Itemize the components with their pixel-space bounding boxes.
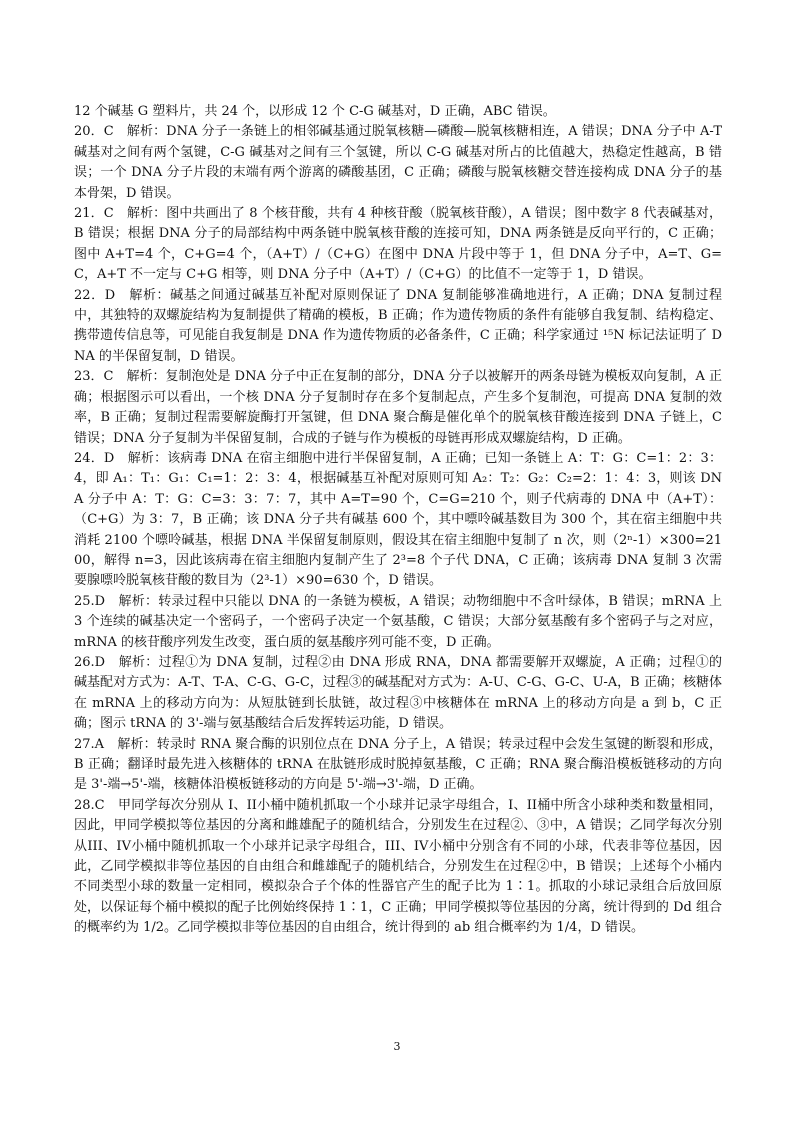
answer-22: 22．D 解析：碱基之间通过碱基互补配对原则保证了 DNA 复制能够准确地进行，A 正确；DNA 复制过程中，其独特的双螺旋结构为复制提供了精确的模板，B 正确；作为遗传物质的条件有能够自我复制、结构稳定、携带遗传信息等，可见能自我复制是 DNA 作为遗传物质的必备条件，C 正确；科学家通过 ¹⁵N 标记法证明了 DNA 的半保留复制，D 错误。 (74, 287, 722, 364)
answer-20: 20．C 解析：DNA 分子一条链上的相邻碱基通过脱氧核糖—磷酸—脱氧核糖相连，A 错误；DNA 分子中 A-T 碱基对之间有两个氢键，C-G 碱基对之间有三个氢键，所以 C-G 碱基对所占的比值越大，热稳定性越高，B 错误；一个 DNA 分子片段的末端有两个游离的磷酸基团，C 正确；磷酸与脱氧核糖交替连接构成 DNA 分子的基本骨架，D 错误。 (74, 124, 722, 201)
answer-25: 25.D 解析：转录过程中只能以 DNA 的一条链为模板，A 错误；动物细胞中不含叶绿体，B 错误；mRNA 上 3 个连续的碱基决定一个密码子，一个密码子决定一个氨基酸，C 错误；大部分氨基酸有多个密码子与之对应，mRNA 的核苷酸序列发生改变，蛋白质的氨基酸序列可能不变，D 正确。 (74, 593, 722, 650)
answer-26: 26.D 解析：过程①为 DNA 复制，过程②由 DNA 形成 RNA，DNA 都需要解开双螺旋，A 正确；过程①的碱基配对方式为：A-T、T-A、C-G、G-C，过程③的碱基配对方式为：A-U、C-G、G-C、U-A，B 正确；核糖体在 mRNA 上的移动方向为：从短肽链到长肽链，故过程③中核糖体在 mRNA 上的移动方向是 a 到 b，C 正确；图示 tRNA 的 3'-端与氨基酸结合后发挥转运功能，D 错误。 (74, 654, 722, 732)
answer-text-body (74, 102, 722, 939)
answer-23: 23．C 解析：复制泡处是 DNA 分子中正在复制的部分，DNA 分子以被解开的两条母链为模板双向复制，A 正确；根据图示可以看出，一个核 DNA 分子复制时存在多个复制起点，产生多个复制泡，可提高 DNA 复制的效率，B 正确；复制过程需要解旋酶打开氢键，但 DNA 聚合酶是催化单个的脱氧核苷酸连接到 DNA 子链上，C 错误；DNA 分子复制为半保留复制，合成的子链与作为模板的母链再形成双螺旋结构，D 正确。 (74, 369, 722, 446)
answer-21: 21．C 解析：图中共画出了 8 个核苷酸，共有 4 种核苷酸（脱氧核苷酸），A 错误；图中数字 8 代表碱基对，B 错误；根据 DNA 分子的局部结构中两条链中脱氧核苷酸的连接可知，DNA 两条链是反向平行的，C 正确；图中 A+T=4 个，C+G=4 个，（A+T）/（C+G）在图中 DNA 片段中等于 1，但 DNA 分子中，A=T、G=C，A+T 不一定与 C+G 相等，则 DNA 分子中（A+T）/（C+G）的比值不一定等于 1，D 错误。 (74, 206, 722, 283)
answer-28: 28.C 甲同学每次分别从 I、II小桶中随机抓取一个小球并记录字母组合，I、II桶中所含小球种类和数量相同，因此，甲同学模拟等位基因的分离和雌雄配子的随机结合，分别发生在过程②、③中，A 错误；乙同学每次分别从III、IV小桶中随机抓取一个小球并记录字母组合，III、IV小桶中分别含有不同的小球，代表非等位基因，因此，乙同学模拟非等位基因的自由组合和雌雄配子的随机结合，分别发生在过程②中，B 错误；上述每个小桶内不同类型小球的数量一定相同，模拟杂合子个体的性器官产生的配子比为 1∶1。抓取的小球记录组合后放回原处，以保证每个桶中模拟的配子比例始终保持 1∶1，C 正确；甲同学模拟等位基因的分离，统计得到的 Dd 组合的概率约为 1/2。乙同学模拟非等位基因的自由组合，统计得到的 ab 组合概率约为 1/4，D 错误。 (74, 797, 722, 936)
paragraph-19-tail: 12 个碱基 G 塑料片，共 24 个，以形成 12 个 C-G 碱基对，D 正确，ABC 错误。 (74, 104, 556, 119)
answer-24: 24．D 解析：该病毒 DNA 在宿主细胞中进行半保留复制，A 正确；已知一条链上 A：T：G：C=1：2：3：4，即 A₁：T₁：G₁：C₁=1：2：3：4，根据碱基互补配对原则可知 A₂：T₂：G₂：C₂=2：1：4：3，则该 DNA 分子中 A：T：G：C=3：3：7：7，其中 A=T=90 个，C=G=210 个，则子代病毒的 DNA 中（A+T）：（C+G）为 3：7，B 正确；该 DNA 分子共有碱基 600 个，其中嘌呤碱基数目为 300 个，其在宿主细胞中共消耗 2100 个嘌呤碱基，根据 DNA 半保留复制原则，假设其在宿主细胞中复制了 n 次，则（2ⁿ-1）×300=2100，解得 n=3，因此该病毒在宿主细胞内复制产生了 2³=8 个子代 DNA，C 正确；该病毒 DNA 复制 3 次需要腺嘌呤脱氧核苷酸的数目为（2³-1）×90=630 个，D 错误。 (74, 450, 722, 589)
answer-27: 27.A 解析：转录时 RNA 聚合酶的识别位点在 DNA 分子上，A 错误；转录过程中会发生氢键的断裂和形成，B 正确；翻译时最先进入核糖体的 tRNA 在肽链形成时脱掉氨基酸，C 正确；RNA 聚合酶沿模板链移动的方向是 3'-端→5'-端，核糖体沿模板链移动的方向是 5'-端→3'-端，D 正确。 (74, 736, 722, 793)
page-number: 3 (393, 1040, 401, 1053)
